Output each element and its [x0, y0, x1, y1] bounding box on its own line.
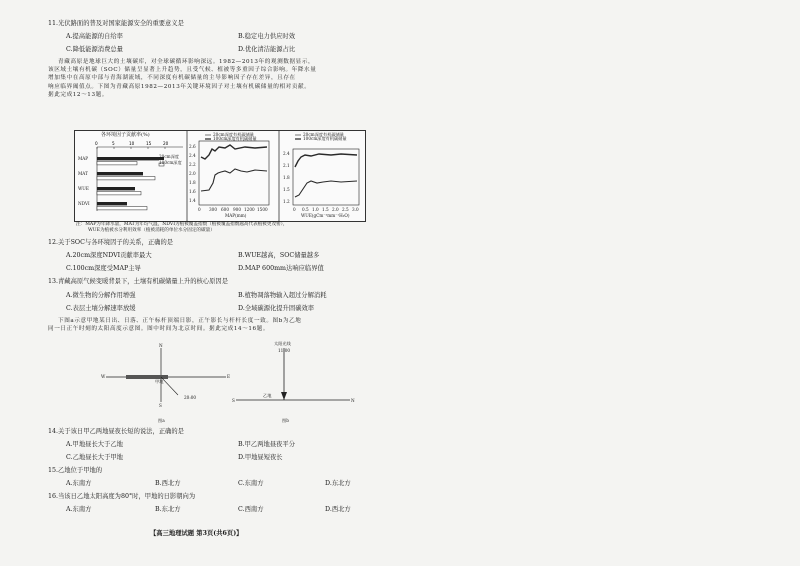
panel-2-legend-20cm: 20cm深度有机碳储量	[213, 132, 254, 137]
passage-1-row: 据此完成12～13题。	[48, 91, 108, 98]
q12-option-b: B.WUE越高，SOC储量越多	[238, 252, 320, 259]
figure-2a-west-label: W	[101, 374, 106, 379]
passage-1-row: 增加集中在高原中部与青海湖流域，不同深度有机碳储量的主导影响因子存在差异，且存在	[48, 75, 296, 82]
panel-3-xtick: 0	[293, 207, 296, 212]
q11-option-c: C.降低能源消费总量	[66, 46, 123, 53]
passage-2	[48, 317, 302, 333]
figure-2b-place-label: 乙地	[263, 393, 272, 398]
panel-2-legend-100cm: 100cm深度有机碳储量	[213, 136, 257, 141]
panel-1-category-map: MAP	[78, 156, 89, 161]
q13-option-c: C.表层土壤分解速率放缓	[66, 305, 136, 312]
panel-2-xtick: 900	[233, 207, 241, 212]
panel-2-xtick: 300	[209, 207, 217, 212]
panel-1-tick-label: 5	[112, 141, 115, 146]
panel-3-ytick: 2.4	[283, 151, 290, 156]
figure-2b-sun-label: 太阳光线	[274, 341, 291, 346]
panel-2-line-chart	[199, 135, 269, 205]
figure-2a-compass	[106, 348, 226, 402]
panel-1-tick-label: 0	[95, 141, 98, 146]
panel-3-xtick: 0.5	[302, 207, 309, 212]
panel-2-ytick: 2.4	[189, 153, 196, 158]
figure-2	[98, 340, 358, 424]
q16-stem: 16.当该日乙地太阳高度为80°时，甲地的日影朝向为	[48, 493, 196, 500]
panel-3-xlabel: WUE(gCm⁻²mm⁻¹H₂O)	[301, 213, 350, 218]
panel-2-series-20cm	[201, 169, 267, 191]
panel-2-ytick: 1.8	[189, 180, 196, 185]
q16-option-a: A.东南方	[66, 506, 92, 513]
panel-3-xtick: 2.0	[332, 207, 339, 212]
figure-2a-east-label: E	[227, 374, 231, 379]
q15-option-a: A.东南方	[66, 480, 92, 487]
panel-2-ytick: 2.2	[189, 162, 196, 167]
panel-2-series-100cm	[201, 145, 267, 159]
passage-1-row: 该区域土壤有机碳（SOC）储量呈显著上升趋势，且受气候、植被等多重因子综合影响。年降水量	[48, 67, 317, 74]
figure-2a-center-label: 甲地	[155, 379, 164, 384]
passage-1-row: 青藏高原是地球巨大的土壤碳库，对全球碳循环影响深远。1982—2013年的观测数据显示，	[58, 59, 315, 65]
figure-2b-north-label: N	[351, 398, 355, 403]
figure-2b-time-label: 11:00	[278, 348, 291, 353]
passage-1	[48, 58, 317, 99]
panel-3-xtick: 3.0	[352, 207, 359, 212]
panel-3-legend-20cm: 20cm深度有机碳储量	[303, 132, 344, 137]
panel-3-series-20cm	[295, 181, 357, 197]
q16-option-d: D.西北方	[325, 506, 351, 513]
q11-option-d: D.优化清洁能源占比	[238, 46, 296, 53]
q15-option-d: D.东北方	[325, 480, 351, 487]
panel-3-xtick: 2.5	[342, 207, 349, 212]
panel-1-category-mat: MAT	[78, 171, 88, 176]
q11-option-a: A.提高能源的自给率	[66, 33, 123, 40]
panel-3-xtick: 1.0	[312, 207, 319, 212]
panel-2-xtick: 0	[198, 207, 201, 212]
panel-1-bar-20cm	[97, 157, 159, 160]
q15-option-b: B.西北方	[155, 480, 181, 487]
figure-2b-south-label: S	[232, 398, 235, 403]
panel-1-bar-20cm	[97, 187, 135, 190]
panel-1-title: 各环境因子贡献率(%)	[101, 132, 150, 138]
panel-1-legend-100cm: 100cm深度	[159, 160, 182, 165]
figure-2b-sun-altitude	[236, 348, 350, 400]
panel-2-xtick: 1500	[257, 207, 268, 212]
panel-2-ytick: 2.0	[189, 171, 196, 176]
panel-2-ytick: 2.6	[189, 144, 196, 149]
q14-stem: 14.关于该日甲乙两地昼夜长短的说法，正确的是	[48, 428, 184, 435]
q14-option-a: A.甲地昼长大于乙地	[66, 441, 123, 448]
panel-1-legend-20cm: 20cm深度	[159, 154, 180, 159]
q14-option-c: C.乙地昼长大于甲地	[66, 454, 123, 461]
panel-1-bar-100cm	[97, 162, 137, 165]
panel-1-category-wue: WUE	[78, 186, 89, 191]
panel-3-ytick: 1.5	[283, 187, 290, 192]
passage-2-row: 同一日正午时刻的太阳高度示意图。图中时间为北京时间。据此完成14～16题。	[48, 326, 270, 333]
q14-option-d: D.甲地昼短夜长	[238, 454, 283, 461]
panel-1-bar-100cm	[97, 207, 147, 210]
figure-1-note-2: WUE为植被水分利用效率（植被消耗的单位水分固定的碳量）	[88, 228, 215, 233]
q12-option-c: C.100cm深度受MAP主导	[66, 265, 141, 272]
panel-1-tick-label: 15	[146, 141, 152, 146]
passage-1-row: 响应临界阈值点。下图为青藏高原1982—2013年关键环境因子对土壤有机碳储量的相对贡献。	[48, 83, 311, 90]
figure-2a-caption: 图a	[158, 418, 165, 423]
panel-2-xlabel: MAP(mm)	[225, 213, 247, 218]
panel-3-line-chart	[293, 135, 359, 205]
panel-1-bar-20cm	[97, 172, 143, 175]
q13-stem: 13.青藏高原气候变暖背景下，土壤有机碳储量上升的核心原因是	[48, 278, 229, 285]
page-footer: 【高三地理试题 第3页(共6页)】	[150, 530, 243, 537]
panel-3-series-100cm	[295, 154, 357, 167]
q13-option-a: A.微生物的分解作用增强	[66, 292, 136, 299]
panel-2-ytick: 1.4	[189, 198, 196, 203]
panel-3-ytick: 1.2	[283, 199, 290, 204]
q12-option-d: D.MAP 600mm达响应临界值	[238, 265, 324, 272]
q11-stem: 11.光伏路面的普及对国家能源安全的重要意义是	[48, 20, 184, 27]
panel-3-legend-100cm: 100cm深度有机碳储量	[303, 136, 347, 141]
panel-1-bar-chart	[95, 141, 183, 211]
q16-option-b: B.东北方	[155, 506, 181, 513]
q12-stem: 12.关于SOC与各环境因子的关系，正确的是	[48, 239, 174, 246]
figure-2a-north-label: N	[159, 343, 163, 348]
figure-1	[74, 130, 366, 222]
q13-option-d: D.全域碳源化提升固碳效率	[238, 305, 315, 312]
panel-1-tick-label: 20	[163, 141, 169, 146]
figure-2a-south-label: S	[159, 403, 162, 408]
figure-2a-time-label: 20:00	[184, 395, 197, 400]
panel-1-bar-20cm	[97, 202, 127, 205]
q12-option-a: A.20cm深度NDVI贡献率最大	[66, 252, 152, 259]
q15-option-c: C.东南方	[238, 480, 264, 487]
panel-1-category-ndvi: NDVI	[78, 201, 90, 206]
panel-1-bar-100cm	[97, 177, 155, 180]
figure-2b-caption: 图b	[282, 418, 289, 423]
panel-1-tick-label: 10	[129, 141, 135, 146]
q15-stem: 15.乙地位于甲地的	[48, 467, 103, 474]
panel-2-xtick: 600	[221, 207, 229, 212]
panel-2-xtick: 1200	[244, 207, 255, 212]
passage-2-row: 下图a示意甲地某日出、日落、正午标杆顶端日影，正午影长与杆杆长度一致。图b为乙地	[58, 318, 302, 324]
panel-3-ytick: 2.1	[283, 163, 290, 168]
figure-1-note-1: 注：MAP为年降水量，MAT为年均气温，NDVI为植被覆盖指数（植被覆盖指数越高代表植被更茂密），	[76, 222, 288, 227]
panel-2-ytick: 1.6	[189, 189, 196, 194]
panel-3-ytick: 1.8	[283, 175, 290, 180]
q11-option-b: B.稳定电力供应时效	[238, 33, 296, 40]
q14-option-b: B.甲乙两地昼夜平分	[238, 441, 296, 448]
q13-option-b: B.植物凋落物输入超过分解消耗	[238, 292, 327, 299]
panel-1-bar-100cm	[97, 192, 141, 195]
q16-option-c: C.西南方	[238, 506, 264, 513]
panel-3-xtick: 1.5	[322, 207, 329, 212]
